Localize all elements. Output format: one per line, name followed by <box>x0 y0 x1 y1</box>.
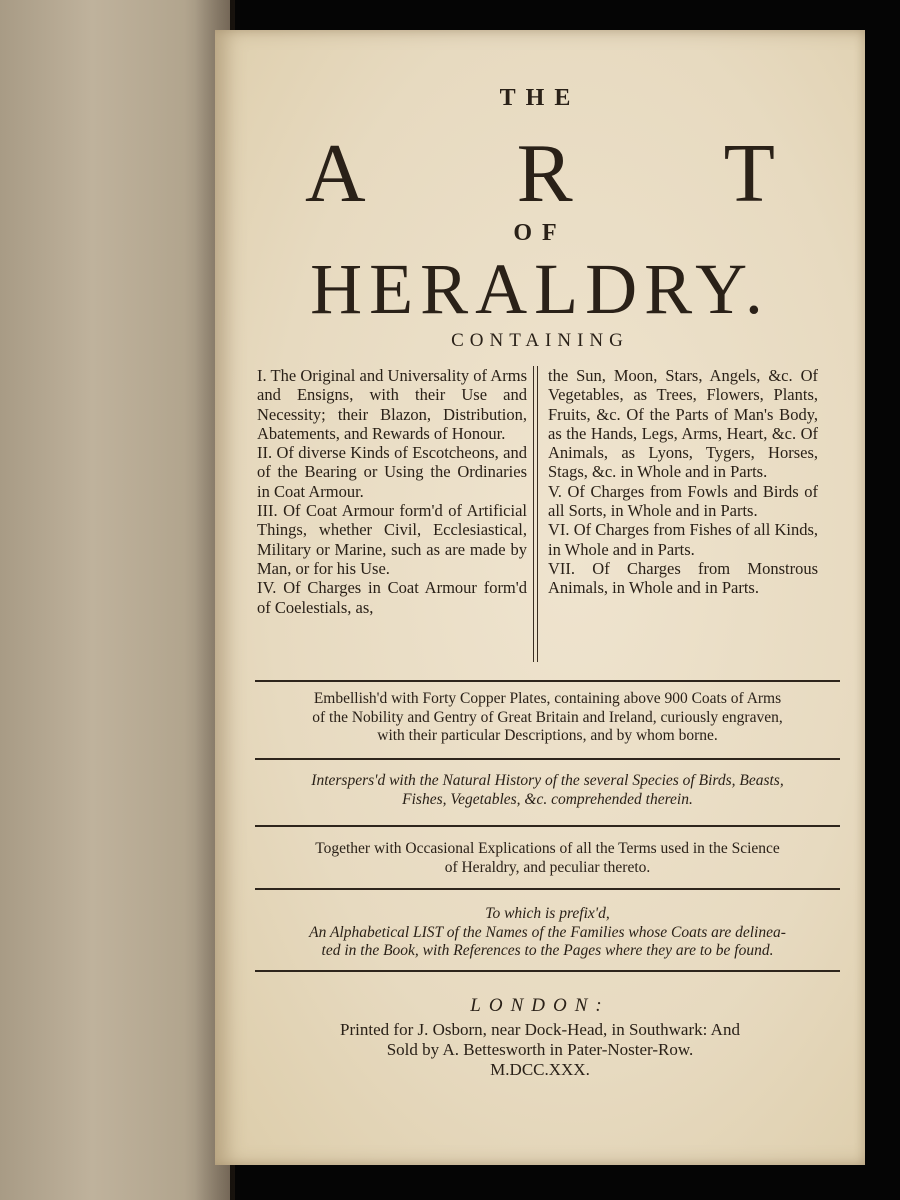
title-the: THE <box>499 85 581 111</box>
title-heraldry: HERALDRY. <box>310 249 770 329</box>
text-line: Together with Occasional Explications of all the Terms used in the Science <box>315 840 780 857</box>
contents-item: VI. Of Charges from Fishes of all Kinds, in Whole and in Parts. <box>548 520 818 559</box>
contents-item: I. The Original and Universality of Arms and Ensigns, with their Use and Necessity; their Blazon, Distribution, Abatements, and Rewards of Honour. <box>257 366 527 443</box>
rule <box>255 888 840 890</box>
imprint-city: LONDON: <box>470 995 610 1016</box>
containing-heading: CONTAINING <box>451 330 629 351</box>
title-art-letter: R <box>516 127 573 220</box>
rule <box>255 680 840 682</box>
contents-item: the Sun, Moon, Stars, Angels, &c. Of Vegetables, as Trees, Flowers, Plants, Fruits, &c. Of the Parts of Man's Body, as the Hands, Legs, Arms, Heart, &c. Of Animals, as Lyons, Tygers, Horses, Stags, &c. in Whole and in Parts. <box>548 366 818 482</box>
title-of: OF <box>513 220 567 246</box>
text-line: To which is prefix'd, <box>485 905 610 922</box>
rule <box>255 825 840 827</box>
imprint-lines <box>245 1020 835 1060</box>
contents-item: IV. Of Charges in Coat Armour form'd of Coelestials, as, <box>257 578 527 617</box>
contents-right-column <box>548 366 818 598</box>
text-line: An Alphabetical LIST of the Names of the Families whose Coats are delinea- <box>309 923 786 941</box>
text-line: Fishes, Vegetables, &c. comprehended therein. <box>402 790 693 808</box>
column-divider <box>537 366 538 662</box>
text-line: Interspers'd with the Natural History of the several Species of Birds, Beasts, <box>311 772 784 789</box>
text-line: of Heraldry, and peculiar thereto. <box>444 858 651 876</box>
contents-item: II. Of diverse Kinds of Escotcheons, and of the Bearing or Using the Ordinaries in Coat Armour. <box>257 443 527 501</box>
title-art <box>305 125 775 222</box>
prefix-paragraph <box>255 905 840 961</box>
text-line: Embellish'd with Forty Copper Plates, containing above 900 Coats of Arms <box>313 690 782 707</box>
together-paragraph <box>255 840 840 877</box>
contents-item: III. Of Coat Armour form'd of Artificial Things, whether Civil, Ecclesiastical, Military or Marine, such as are made by Man, or for his Use. <box>257 501 527 578</box>
text-line: with their particular Descriptions, and by whom borne. <box>377 727 718 744</box>
title-page <box>215 30 865 1165</box>
interspersed-paragraph <box>255 772 840 809</box>
text-line: ted in the Book, with References to the Pages where they are to be found. <box>321 942 774 959</box>
contents-left-column <box>257 366 527 617</box>
title-art-letter: A <box>305 127 366 220</box>
imprint-line: Sold by A. Bettesworth in Pater-Noster-Row. <box>386 1040 694 1059</box>
rule <box>255 970 840 972</box>
embellished-paragraph <box>255 690 840 746</box>
column-divider <box>533 366 534 662</box>
imprint-line: Printed for J. Osborn, near Dock-Head, in Southwark: And <box>340 1020 740 1039</box>
contents-item: V. Of Charges from Fowls and Birds of all Sorts, in Whole and in Parts. <box>548 481 818 521</box>
imprint-date: M.DCC.XXX. <box>490 1060 590 1079</box>
contents-item: VII. Of Charges from Monstrous Animals, in Whole and in Parts. <box>548 558 818 598</box>
title-art-letter: T <box>723 127 775 220</box>
text-line: of the Nobility and Gentry of Great Britain and Ireland, curiously engraven, <box>312 708 783 726</box>
rule <box>255 758 840 760</box>
